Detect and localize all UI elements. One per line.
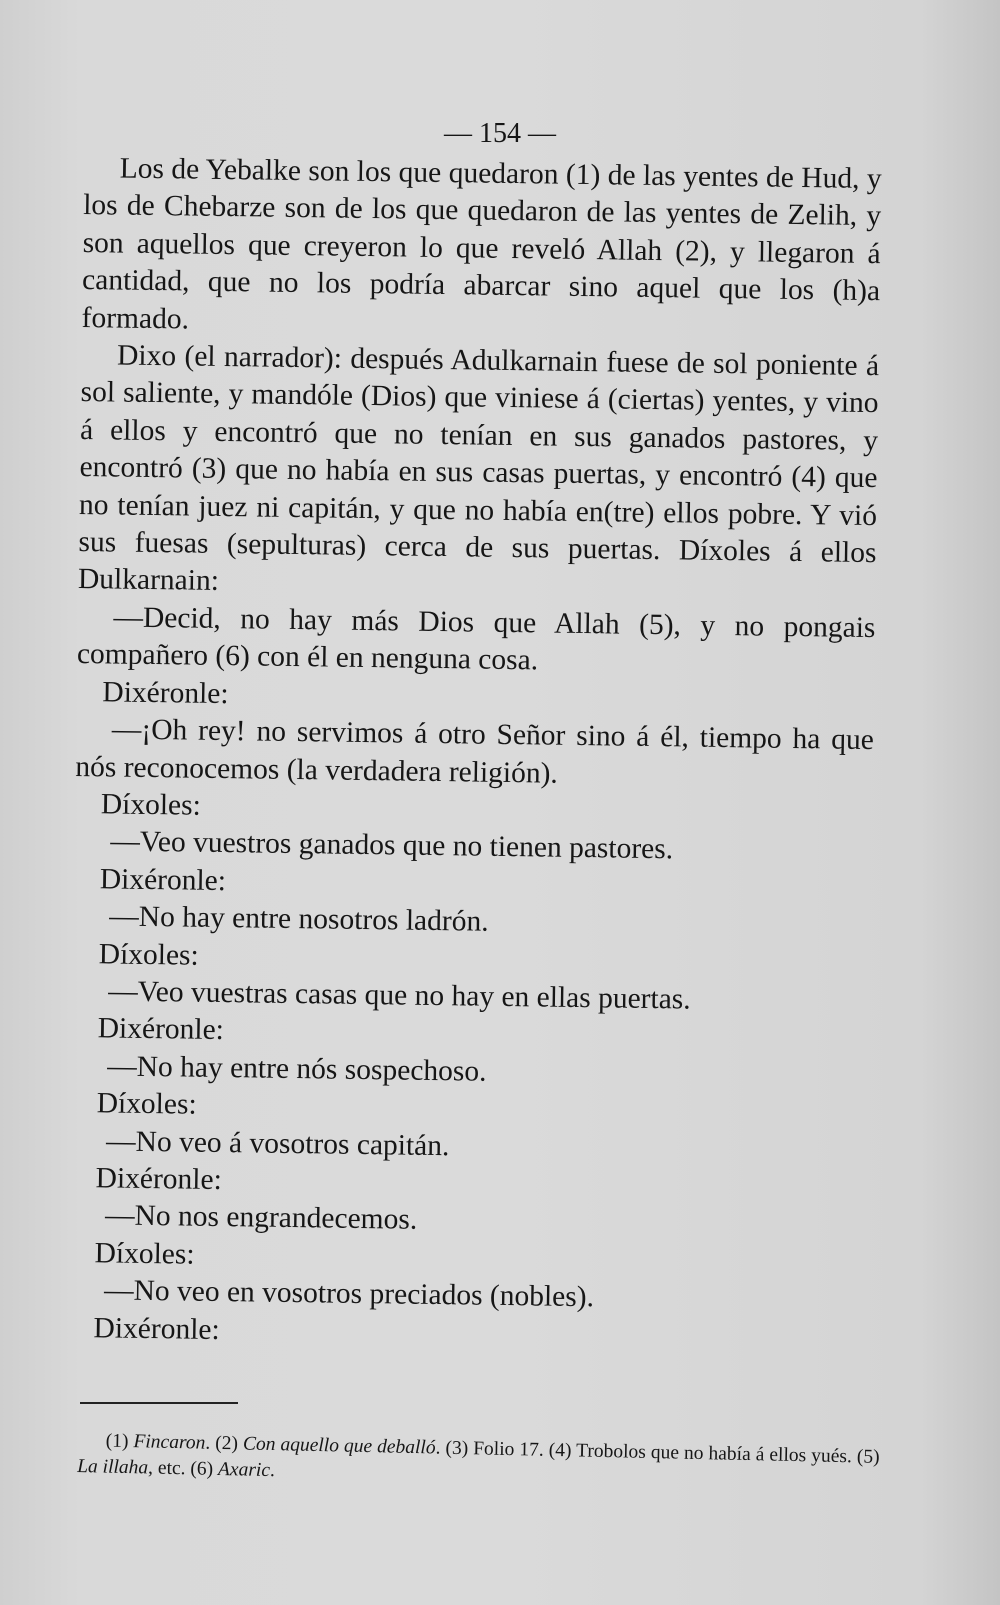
footnote-end: . [846,1446,858,1468]
dialogue-line: Díxoles: [96,1087,197,1121]
footnote-end: . [435,1437,446,1459]
dialogue-line: Dixéronle: [95,1162,223,1196]
dialogue-line: Díxoles: [100,788,202,822]
dialogue-line: —No hay entre nós sospechoso. [106,1050,487,1088]
footnote-number: (1) [105,1430,134,1453]
footnote-text: Fincaron [133,1431,206,1454]
footnotes [77,1428,880,1497]
dialogue-line: —No veo á vosotros capitán. [105,1124,450,1162]
footnote-divider [80,1402,238,1404]
dialogue-line: —No nos engrandecemos. [104,1199,418,1237]
dialogue-line: Díxoles: [98,937,199,972]
footnote-number: (5) [856,1446,880,1468]
footnote-text: Axaric [217,1458,271,1482]
footnote-number: (3) [445,1437,474,1460]
footnote-text: Trobolos que no había á ellos yués [575,1440,848,1468]
dialogue-line: —Veo vuestras casas que no hay en ellas puertas. [108,975,691,1016]
dialogue-line: —¡Oh rey! no servimos á otro Señor sino á él, tiempo ha que nós reconocemos (la verdadera religión). [75,713,875,790]
footnote-text: Folio 17 [472,1438,540,1461]
footnote-text: Con aquello que deballó [242,1433,436,1459]
main-text [67,150,882,1358]
dialogue-line: Dixéronle: [97,1012,225,1047]
footnote-end: , etc. [147,1457,191,1480]
paragraph: —Decid, no hay más Dios que Allah (5), y no pongais compañero (6) con él en nenguna cosa. [76,601,876,677]
dialogue-line: —No veo en vosotros preciados (nobles). [103,1274,595,1314]
footnote-number: (6) [190,1458,219,1480]
dialogue-line: Dixéronle: [93,1311,220,1346]
dialogue-line: Dixéronle: [99,863,227,897]
dialogue-line: —No hay entre nosotros ladrón. [109,900,489,938]
paragraph: Los de Yebalke son los que quedaron (1) de las yentes de Hud, y los de Chebarze son de los que quedaron de las yentes de Zelih, y son aquellos que creyeron lo que reveló Allah (2), y llegaron á cantidad, que no los podría abarcar sino aquel que los (h)a formado. [81,152,882,336]
footnote-number: (4) [548,1439,577,1462]
footnote-number: (2) [214,1432,244,1455]
paragraph: Dixo (el narrador): después Adulkarnain fuese de sol poniente á sol saliente, y mandóle (Dios) que viniese á (ciertas) yentes, y vino á ellos y encontró que no tenían en sus ganados pastores, y encontró (3) que no había en sus casas puertas, y encontró (4) que no tenían juez ni capitán, y que no había en(tre) ellos pobre. Y vió sus fuesas (sepulturas) cerca de sus puertas. Díxoles á ellos Dulkarnain: [77,339,880,598]
footnote-end: . [205,1432,216,1454]
page-number: — 154 — [444,118,556,149]
dialogue-line: Dixéronle: [102,675,229,710]
footnote-end: . [538,1439,549,1461]
dialogue-line: —Veo vuestros ganados que no tienen pastores. [110,825,674,866]
footnote-end: . [269,1460,276,1482]
footnote-text: La illaha [76,1455,149,1479]
dialogue-line: Díxoles: [94,1237,195,1271]
